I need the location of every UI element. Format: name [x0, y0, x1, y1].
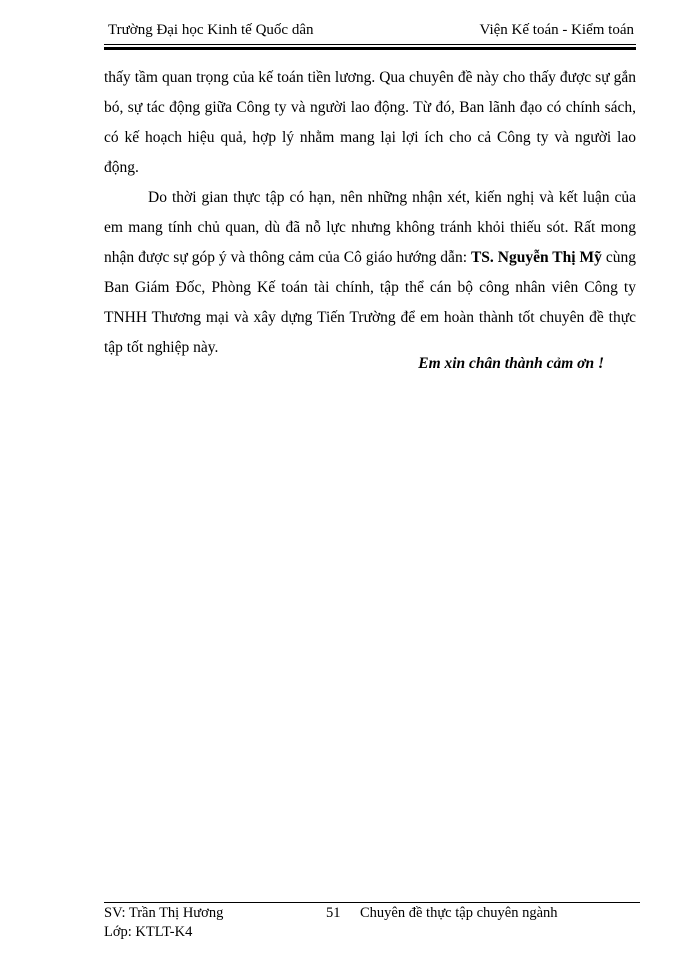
document-body — [104, 63, 636, 363]
paragraph-2-text-b: cùng Ban Giám Đốc, Phòng Kế toán tài chính, tập thể cán bộ công nhân viên Công ty TNHH Thương mại và xây dựng Tiến Trường để em hoàn thành tốt chuyên đề thực tập tốt nghiệp này. — [104, 249, 636, 356]
closing-thanks: Em xin chân thành cảm ơn ! — [418, 355, 604, 372]
header-divider-thick — [104, 47, 636, 50]
header-institute: Viện Kế toán - Kiểm toán — [479, 22, 634, 38]
page-number: 51 — [326, 905, 341, 921]
page-header — [104, 20, 636, 44]
footer-doc-title: Chuyên đề thực tập chuyên ngành — [360, 905, 558, 921]
header-university: Trường Đại học Kinh tế Quốc dân — [108, 22, 314, 38]
paragraph-1: thấy tầm quan trọng của kế toán tiền lương. Qua chuyên đề này cho thấy được sự gắn bó, sự tác động giữa Công ty và người lao động. Từ đó, Ban lãnh đạo có chính sách, có kế hoạch hiệu quả, hợp lý nhằm mang lại lợi ích cho cả Công ty và người lao động. — [104, 69, 636, 176]
footer-class: Lớp: KTLT-K4 — [104, 924, 193, 940]
paragraph-2 — [104, 183, 636, 363]
footer-divider — [104, 902, 640, 903]
paragraph-2-text-a: Do thời gian thực tập có hạn, nên những nhận xét, kiến nghị và kết luận của em mang tính chủ quan, dù đã nỗ lực nhưng không tránh khỏi thiếu sót. Rất mong nhận được sự góp ý và thông cảm của Cô giáo hướng dẫn: — [104, 189, 636, 266]
footer-student-name: SV: Trần Thị Hương — [104, 905, 224, 921]
advisor-name: TS. Nguyễn Thị Mỹ — [470, 249, 602, 266]
header-divider-thin — [104, 44, 636, 45]
